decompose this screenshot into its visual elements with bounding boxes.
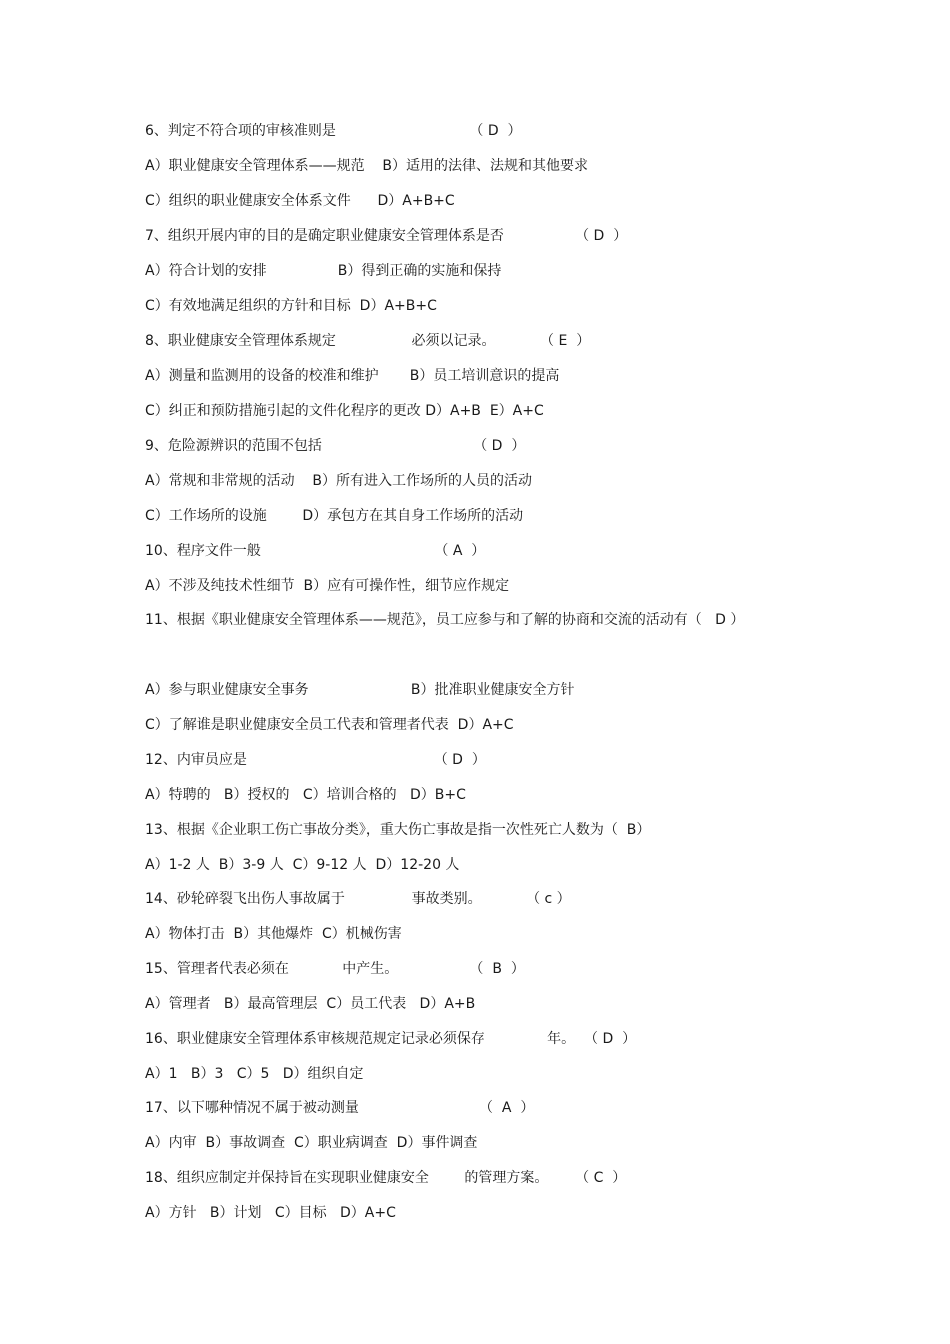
question-16: 16、职业健康安全管理体系审核规范规定记录必须保存 年。 （ D ）	[145, 1031, 637, 1047]
question-9-options-cd: C）工作场所的设施 D）承包方在其自身工作场所的活动	[145, 508, 524, 524]
question-10-options: A）不涉及纯技术性细节 B）应有可操作性，细节应作规定	[145, 578, 510, 594]
question-17-options: A）内审 B）事故调查 C）职业病调查 D）事件调查	[145, 1135, 478, 1151]
question-10: 10、程序文件一般 （ A ）	[145, 543, 486, 559]
question-15-options: A）管理者 B）最高管理层 C）员工代表 D）A+B	[145, 996, 476, 1012]
question-13-options: A）1-2 人 B）3-9 人 C）9-12 人 D）12-20 人	[145, 857, 460, 873]
question-7-options-cd: C）有效地满足组织的方针和目标 D）A+B+C	[145, 298, 437, 314]
question-11-options-ab: A）参与职业健康安全事务 B）批准职业健康安全方针	[145, 682, 575, 698]
question-15: 15、管理者代表必须在 中产生。 （ B ）	[145, 961, 525, 977]
question-12: 12、内审员应是 （ D ）	[145, 752, 486, 768]
question-12-options: A）特聘的 B）授权的 C）培训合格的 D）B+C	[145, 787, 466, 803]
question-18-options: A）方针 B）计划 C）目标 D）A+C	[145, 1205, 396, 1221]
question-6-options-cd: C）组织的职业健康安全体系文件 D）A+B+C	[145, 193, 455, 209]
question-9: 9、危险源辨识的范围不包括 （ D ）	[145, 438, 526, 454]
question-6: 6、判定不符合项的审核准则是 （ D ）	[145, 123, 522, 139]
question-7: 7、组织开展内审的目的是确定职业健康安全管理体系是否 （ D ）	[145, 228, 628, 244]
question-7-options-ab: A）符合计划的安排 B）得到正确的实施和保持	[145, 263, 502, 279]
question-8-options-cde: C）纠正和预防措施引起的文件化程序的更改 D）A+B E）A+C	[145, 403, 544, 419]
question-13: 13、根据《企业职工伤亡事故分类》，重大伤亡事故是指一次性死亡人数为（ B）	[145, 822, 651, 838]
question-6-options-ab: A）职业健康安全管理体系——规范 B）适用的法律、法规和其他要求	[145, 158, 588, 174]
question-14: 14、砂轮碎裂飞出伤人事故属于 事故类别。 （ c ）	[145, 891, 571, 907]
question-8-options-ab: A）测量和监测用的设备的校准和维护 B）员工培训意识的提高	[145, 368, 560, 384]
question-9-options-ab: A）常规和非常规的活动 B）所有进入工作场所的人员的活动	[145, 473, 532, 489]
question-11-options-cd: C）了解谁是职业健康安全员工代表和管理者代表 D）A+C	[145, 717, 514, 733]
question-17: 17、以下哪种情况不属于被动测量 （ A ）	[145, 1100, 535, 1116]
question-18: 18、组织应制定并保持旨在实现职业健康安全 的管理方案。 （ C ）	[145, 1170, 627, 1186]
question-11: 11、根据《职业健康安全管理体系——规范》，员工应参与和了解的协商和交流的活动有（ D ）	[145, 612, 745, 628]
question-16-options: A）1 B）3 C）5 D）组织自定	[145, 1066, 364, 1082]
question-8: 8、职业健康安全管理体系规定 必须以记录。 （ E ）	[145, 333, 591, 349]
question-14-options: A）物体打击 B）其他爆炸 C）机械伤害	[145, 926, 402, 942]
